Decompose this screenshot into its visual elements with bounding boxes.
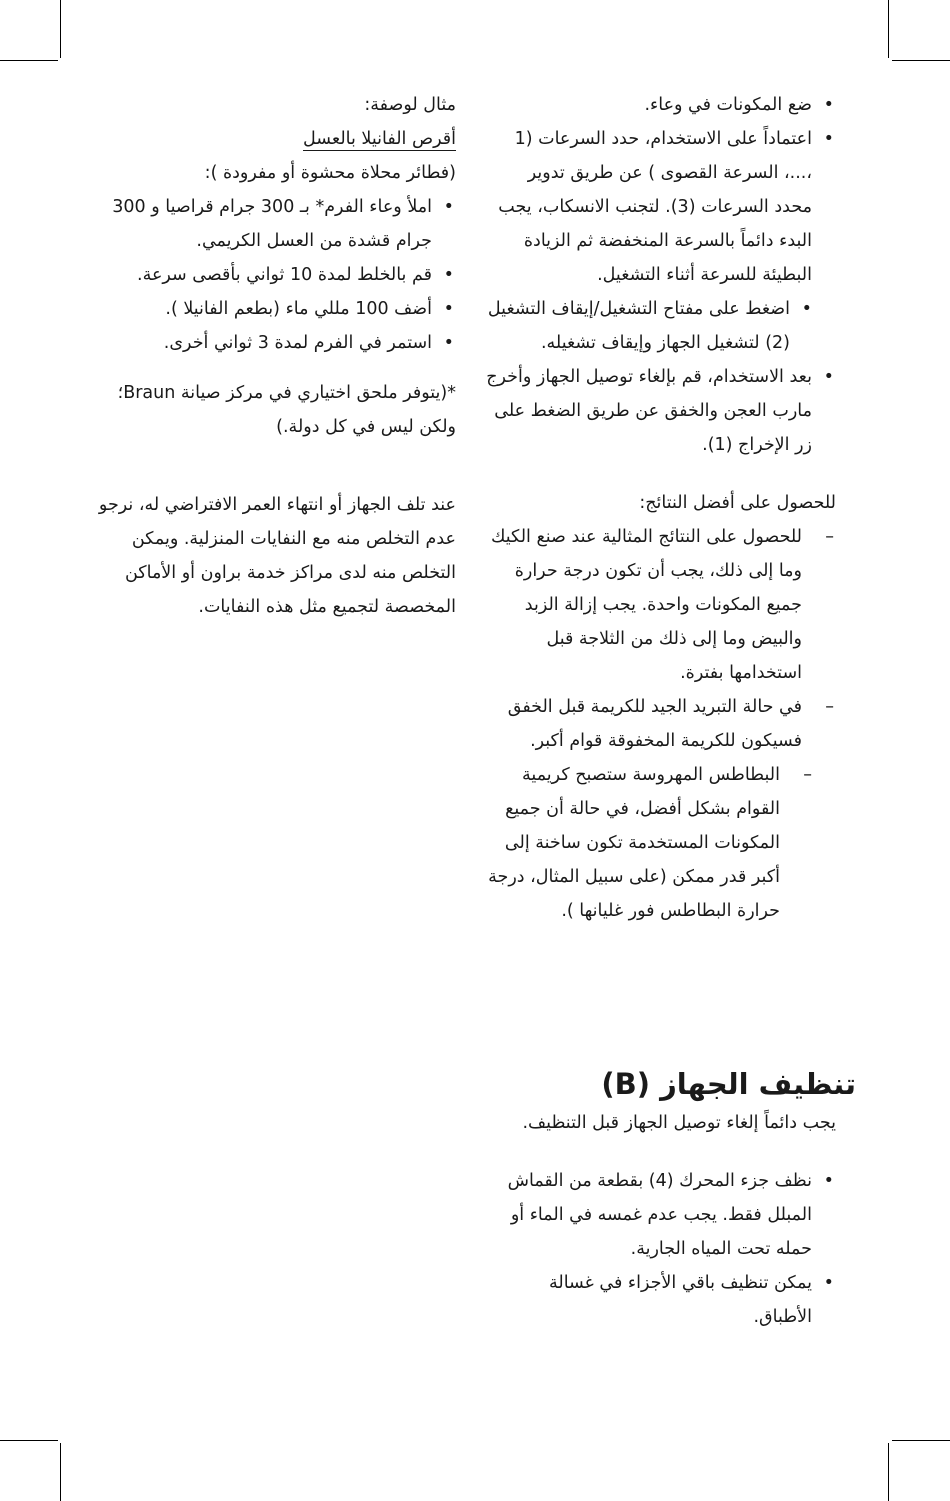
recipe-column: [96, 88, 456, 624]
best-results-list: [486, 520, 836, 928]
best-results-item: – للحصول على النتائج المثالية عند صنع الكيك وما إلى ذلك، يجب أن تكون درجة حرارة جميع المكونات واحدة. يجب إزالة الزبد والبيض وما إلى ذلك من الثلاجة قبل استخدامها بفترة.: [486, 520, 836, 690]
crop-mark: [0, 60, 58, 61]
crop-mark: [60, 0, 61, 58]
usage-list: [486, 88, 836, 462]
recipe-step: • أضف 100 مللي ماء (بطعم الفانيلا ).: [96, 292, 456, 326]
recipe-step: • قم بالخلط لمدة 10 ثواني بأقصى سرعة.: [96, 258, 456, 292]
usage-step: • ضع المكونات في وعاء.: [486, 88, 836, 122]
cleaning-heading: تنظيف الجهاز (B): [601, 1067, 856, 1101]
crop-mark: [892, 1440, 950, 1441]
crop-mark: [892, 60, 950, 61]
recipe-title: أقرص الفانيلا بالعسل: [303, 129, 456, 149]
recipe-step: • املأ وعاء الفرم* بـ 300 جرام قراصيا و 300 جرام قشدة من العسل الكريمي.: [96, 190, 456, 258]
recipe-step: • استمر في الفرم لمدة 3 ثواني أخرى.: [96, 326, 456, 360]
crop-mark: [888, 0, 889, 58]
crop-mark: [888, 1443, 889, 1501]
usage-column: [486, 88, 836, 928]
best-results-item: – في حالة التبريد الجيد للكريمة قبل الخفق فسيكون للكريمة المخفوقة قوام أكبر.: [486, 690, 836, 758]
recipe-label: مثال لوصفة:: [364, 95, 456, 115]
recipe-steps: [96, 190, 456, 360]
usage-step: • بعد الاستخدام، قم بإلغاء توصيل الجهاز وأخرج مارب العجن والخفق عن طريق الضغط على زر الإخراج (1).: [486, 360, 836, 462]
disposal-note: عند تلف الجهاز أو انتهاء العمر الافتراضي له، نرجو عدم التخلص منه مع النفايات المنزلية. ويمكن التخلص منه لدى مراكز خدمة براون أو الأماكن المخصصة لتجميع مثل هذه النفايات.: [98, 495, 456, 617]
crop-mark: [0, 1440, 58, 1441]
cleaning-section: [486, 1106, 836, 1334]
best-results-item: – البطاطس المهروسة ستصبح كريمية القوام بشكل أفضل، في حالة أن جميع المكونات المستخدمة تكون ساخنة إلى أكبر قدر ممكن (على سبيل المثال، درجة حرارة البطاطس فور غليانها ).: [486, 758, 814, 928]
crop-mark: [60, 1443, 61, 1501]
cleaning-list: [486, 1164, 836, 1334]
best-results-heading: للحصول على أفضل النتائج:: [639, 493, 836, 513]
cleaning-intro: يجب دائماً إلغاء توصيل الجهاز قبل التنظيف.: [522, 1113, 836, 1133]
usage-step: • اعتماداً على الاستخدام، حدد السرعات (1 ،...، السرعة القصوى ) عن طريق تدوير محدد السرعات (3). لتجنب الانسكاب، يجب البدء دائماً بالسرعة المنخفضة ثم الزيادة البطيئة للسرعة أثناء التشغيل.: [486, 122, 836, 292]
cleaning-step: • يمكن تنظيف باقي الأجزاء في غسالة الأطباق.: [486, 1266, 836, 1334]
recipe-subtitle: (فطائر محلاة محشوة أو مفرودة ):: [204, 163, 456, 183]
cleaning-step: • نظف جزء المحرك (4) بقطعة من القماش المبلل فقط. يجب عدم غمسه في الماء أو حمله تحت المياه الجارية.: [486, 1164, 836, 1266]
usage-step: • اضغط على مفتاح التشغيل/إيقاف التشغيل (2) لتشغيل الجهاز وإيقاف تشغيله.: [486, 292, 814, 360]
accessory-note: *(يتوفر ملحق اختياري في مركز صيانة Braun؛ ولكن ليس في كل دولة.): [117, 383, 456, 437]
